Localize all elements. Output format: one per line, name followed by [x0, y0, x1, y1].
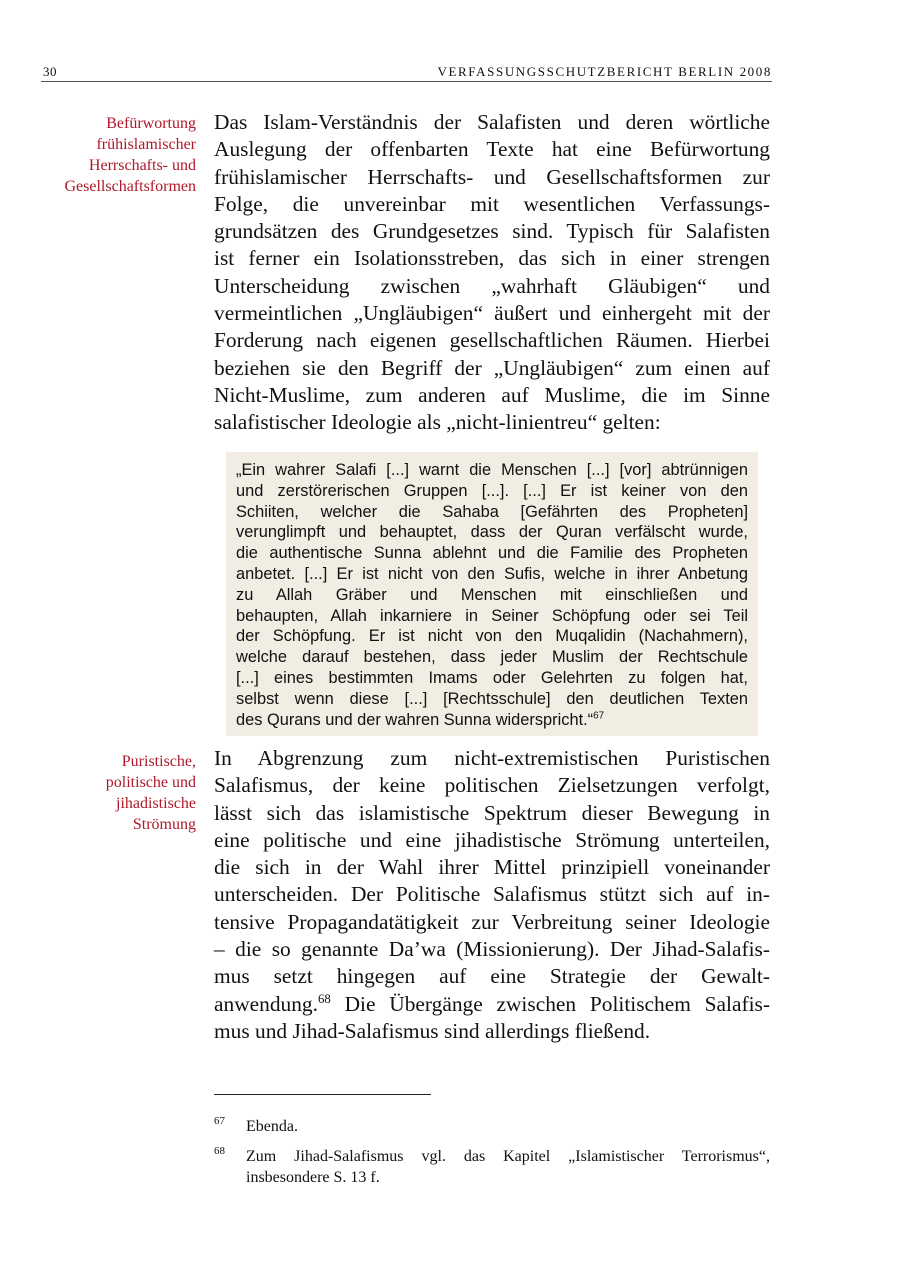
paragraph-line: salafistischer Ideologie als „nicht-linientreu“ gelten: — [214, 410, 661, 435]
paragraph-line: Nicht-Muslime, zum anderen auf Muslime, die im Sinne — [214, 382, 770, 407]
quote-line: behaupten, Allah inkarniere in Seiner Schöpfung oder sei Teil — [236, 606, 748, 625]
margin-note-endorsement — [40, 113, 196, 197]
quote-line: zu Allah Gräber und Menschen mit einschließen und — [236, 585, 748, 604]
footnote-separator — [214, 1094, 431, 1095]
paragraph-line: – die so genannte Da’wa (Missionierung). Der Jihad-Salafis- — [214, 937, 770, 962]
paragraph-line: Auslegung der offenbarten Texte hat eine Befürwortung — [214, 137, 770, 162]
page-number: 30 — [43, 64, 57, 79]
quote-line: der Schöpfung. Er ist nicht von den Muqalidin (Nachahmern), — [236, 627, 748, 646]
margin-note-currents — [40, 751, 196, 835]
paragraph-line: Das Islam-Verständnis der Salafisten und deren wörtliche — [214, 110, 770, 134]
body-paragraph-2 — [214, 745, 770, 1045]
paragraph-fragment: Die Übergänge zwischen Politischem Salafis- — [330, 991, 770, 1016]
footnote-number: 67 — [214, 1115, 225, 1127]
paragraph-line: grundsätzen des Grundgesetzes sind. Typisch für Salafisten — [214, 219, 770, 244]
footnote-ref-68[interactable]: 68 — [317, 991, 331, 1006]
margin-note-line: Herrschafts- und — [88, 157, 196, 174]
paragraph-line: lässt sich das islamistische Spektrum dieser Bewegung in — [214, 800, 770, 825]
paragraph-line: mus und Jihad-Salafismus sind allerdings fließend. — [214, 1018, 651, 1043]
quote-line: des Qurans und der wahren Sunna widerspricht.“ — [236, 710, 594, 729]
quote-line: welche darauf bestehen, dass jeder Muslim der Rechtschule — [236, 648, 748, 667]
paragraph-line: die sich in der Wahl ihrer Mittel prinzipiell voneinander — [214, 855, 770, 880]
running-title: VERFASSUNGSSCHUTZBERICHT BERLIN 2008 — [437, 64, 772, 79]
paragraph-line: unterscheiden. Der Politische Salafismus stützt sich auf in- — [214, 882, 770, 907]
footnote-ref-67[interactable]: 67 — [593, 710, 605, 722]
margin-note-line: politische und — [105, 774, 196, 791]
quote-line: Schiiten, welcher die Sahaba [Gefährten des Propheten] — [236, 502, 748, 521]
paragraph-line: vermeintlichen „Ungläubigen“ äußert und einhergeht mit der — [214, 301, 770, 326]
margin-note-line: Befürwortung — [106, 115, 196, 132]
footnote-number: 68 — [214, 1145, 225, 1157]
paragraph-line: eine politische und eine jihadistische Strömung unterteilen, — [214, 827, 770, 852]
footnote-text — [246, 1116, 770, 1137]
margin-note-line: frühislamischer — [96, 136, 196, 153]
quote-text — [236, 460, 748, 730]
paragraph-line: mus setzt hingegen auf eine Strategie der Gewalt- — [214, 964, 770, 989]
footnote-line: Ebenda. — [246, 1118, 298, 1135]
footnote-text — [246, 1146, 770, 1188]
paragraph-line: In Abgrenzung zum nicht-extremistischen Puristischen — [214, 746, 770, 770]
body-paragraph-1 — [214, 109, 770, 437]
paragraph-line: frühislamischer Herrschafts- und Gesellschaftsformen zur — [214, 164, 770, 189]
quote-last-line — [236, 710, 748, 731]
header-rule — [41, 81, 772, 82]
paragraph-line: tensive Propagandatätigkeit zur Verbreitung seiner Ideologie — [214, 909, 770, 934]
quote-line: selbst wenn diese [...] [Rechtsschule] den deutlichen Texten — [236, 689, 748, 708]
margin-note-line: Gesellschaftsformen — [64, 178, 196, 195]
quote-line: und zerstörerischen Gruppen [...]. [...] Er ist keiner von den — [236, 481, 748, 500]
paragraph-line: beziehen sie den Begriff der „Ungläubigen“ zum einen auf — [214, 355, 770, 380]
margin-note-line: jihadistische — [116, 795, 196, 812]
quote-line: [...] eines bestimmten Imams oder Gelehrten zu folgen hat, — [236, 668, 748, 687]
paragraph-line: Folge, die unvereinbar mit wesentlichen Verfassungs- — [214, 191, 770, 216]
quote-line: anbetet. [...] Er ist nicht von den Sufis, welche in ihrer Anbetung — [236, 564, 748, 583]
quote-line: verunglimpft und behauptet, dass der Quran verfälscht wurde, — [236, 523, 748, 542]
paragraph-fragment: anwendung. — [214, 991, 318, 1016]
paragraph-line: ist ferner ein Isolationsstreben, das sich in einer strengen — [214, 246, 770, 271]
quote-line: die authentische Sunna ablehnt und die Familie des Propheten — [236, 544, 748, 563]
paragraph-line: Unterscheidung zwischen „wahrhaft Gläubigen“ und — [214, 273, 770, 298]
quote-line: „Ein wahrer Salafi [...] warnt die Menschen [...] [vor] abtrünnigen — [236, 461, 748, 479]
margin-note-line: Strömung — [132, 816, 196, 833]
paragraph-line: Salafismus, der keine politischen Zielsetzungen verfolgt, — [214, 773, 770, 798]
footnote-line: insbesondere S. 13 f. — [246, 1169, 380, 1186]
paragraph-line: Forderung nach eigenen gesellschaftlichen Räumen. Hierbei — [214, 328, 770, 353]
footnote-line: Zum Jihad-Salafismus vgl. das Kapitel „Islamistischer Terrorismus“, — [246, 1148, 770, 1165]
paragraph-line-with-ref — [214, 991, 770, 1018]
quote-box — [226, 452, 758, 736]
margin-note-line: Puristische, — [121, 753, 196, 770]
